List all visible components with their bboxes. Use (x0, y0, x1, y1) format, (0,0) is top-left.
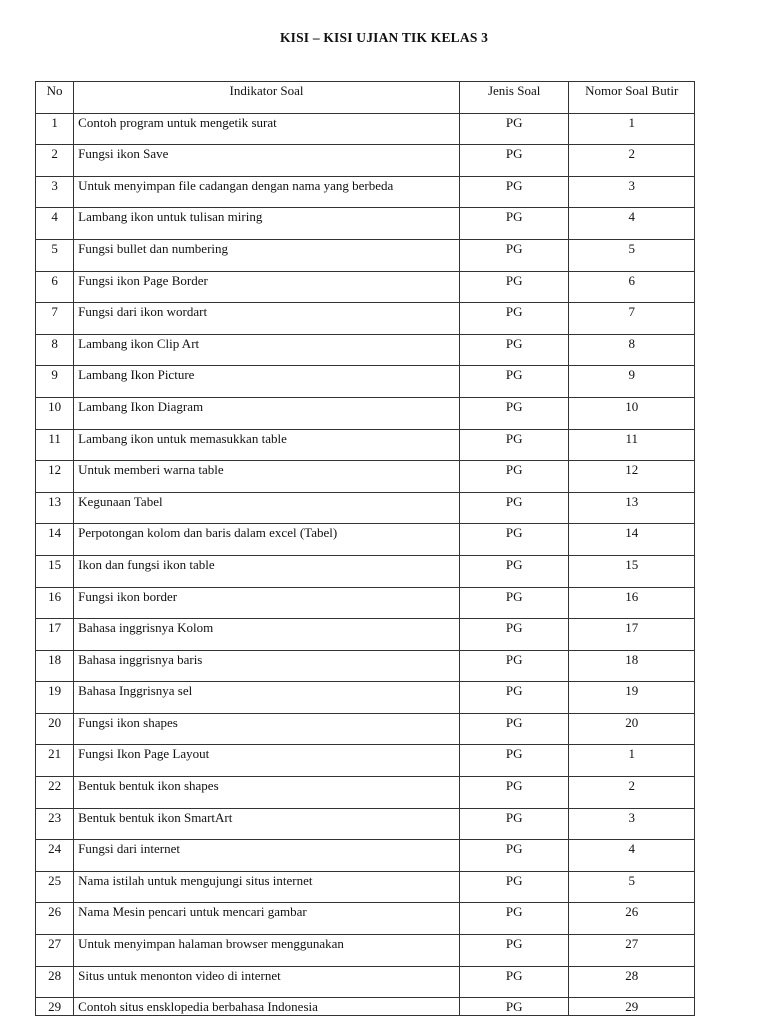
cell-nomor-soal-butir: 10 (569, 397, 695, 429)
table-row (36, 429, 695, 461)
cell-no: 19 (36, 682, 74, 714)
cell-nomor-soal-butir: 17 (569, 619, 695, 651)
cell-nomor-soal-butir: 5 (569, 871, 695, 903)
header-no: No (36, 82, 74, 114)
cell-indikator: Bahasa inggrisnya Kolom (74, 619, 460, 651)
table-row (36, 239, 695, 271)
cell-nomor-soal-butir: 8 (569, 334, 695, 366)
cell-jenis-soal: PG (459, 113, 568, 145)
cell-indikator: Bahasa Inggrisnya sel (74, 682, 460, 714)
table-row (36, 871, 695, 903)
table-header-row (36, 82, 695, 114)
cell-nomor-soal-butir: 15 (569, 555, 695, 587)
table-row (36, 587, 695, 619)
cell-no: 26 (36, 903, 74, 935)
cell-no: 2 (36, 145, 74, 177)
cell-no: 10 (36, 397, 74, 429)
cell-no: 5 (36, 239, 74, 271)
header-nomor-soal-butir: Nomor Soal Butir (569, 82, 695, 114)
cell-no: 20 (36, 713, 74, 745)
table-row (36, 745, 695, 777)
page-title: KISI – KISI UJIAN TIK KELAS 3 (279, 30, 489, 45)
cell-nomor-soal-butir: 16 (569, 587, 695, 619)
cell-no: 28 (36, 966, 74, 998)
cell-no: 16 (36, 587, 74, 619)
cell-nomor-soal-butir: 19 (569, 682, 695, 714)
cell-jenis-soal: PG (459, 145, 568, 177)
cell-no: 27 (36, 935, 74, 967)
cell-nomor-soal-butir: 13 (569, 492, 695, 524)
cell-jenis-soal: PG (459, 903, 568, 935)
cell-nomor-soal-butir: 28 (569, 966, 695, 998)
cell-nomor-soal-butir: 11 (569, 429, 695, 461)
cell-jenis-soal: PG (459, 998, 568, 1016)
cell-nomor-soal-butir: 3 (569, 176, 695, 208)
cell-indikator: Nama istilah untuk mengujungi situs internet (74, 871, 460, 903)
cell-indikator: Situs untuk menonton video di internet (74, 966, 460, 998)
cell-indikator: Bentuk bentuk ikon shapes (74, 777, 460, 809)
cell-jenis-soal: PG (459, 271, 568, 303)
cell-jenis-soal: PG (459, 397, 568, 429)
cell-nomor-soal-butir: 4 (569, 840, 695, 872)
cell-nomor-soal-butir: 2 (569, 145, 695, 177)
cell-no: 29 (36, 998, 74, 1016)
table-row (36, 524, 695, 556)
cell-jenis-soal: PG (459, 650, 568, 682)
table-row (36, 334, 695, 366)
cell-indikator: Untuk menyimpan halaman browser menggunakan (74, 935, 460, 967)
table-row (36, 903, 695, 935)
cell-no: 21 (36, 745, 74, 777)
table-body (36, 113, 695, 1016)
table-row (36, 619, 695, 651)
cell-no: 23 (36, 808, 74, 840)
cell-jenis-soal: PG (459, 429, 568, 461)
cell-indikator: Fungsi ikon Save (74, 145, 460, 177)
cell-nomor-soal-butir: 9 (569, 366, 695, 398)
cell-indikator: Fungsi ikon border (74, 587, 460, 619)
cell-jenis-soal: PG (459, 587, 568, 619)
cell-indikator: Fungsi Ikon Page Layout (74, 745, 460, 777)
cell-indikator: Nama Mesin pencari untuk mencari gambar (74, 903, 460, 935)
cell-no: 1 (36, 113, 74, 145)
cell-jenis-soal: PG (459, 745, 568, 777)
cell-jenis-soal: PG (459, 461, 568, 493)
cell-indikator: Lambang ikon untuk tulisan miring (74, 208, 460, 240)
cell-jenis-soal: PG (459, 966, 568, 998)
cell-nomor-soal-butir: 6 (569, 271, 695, 303)
cell-jenis-soal: PG (459, 524, 568, 556)
cell-nomor-soal-butir: 27 (569, 935, 695, 967)
cell-jenis-soal: PG (459, 303, 568, 335)
cell-nomor-soal-butir: 29 (569, 998, 695, 1016)
table-row (36, 397, 695, 429)
table-row (36, 555, 695, 587)
cell-jenis-soal: PG (459, 777, 568, 809)
cell-no: 18 (36, 650, 74, 682)
table-row (36, 145, 695, 177)
cell-no: 15 (36, 555, 74, 587)
cell-jenis-soal: PG (459, 935, 568, 967)
table-row (36, 840, 695, 872)
table-row (36, 713, 695, 745)
cell-indikator: Fungsi dari internet (74, 840, 460, 872)
header-indikator: Indikator Soal (74, 82, 460, 114)
table-row (36, 113, 695, 145)
table-row (36, 808, 695, 840)
cell-jenis-soal: PG (459, 682, 568, 714)
cell-jenis-soal: PG (459, 208, 568, 240)
cell-jenis-soal: PG (459, 871, 568, 903)
cell-nomor-soal-butir: 3 (569, 808, 695, 840)
table-row (36, 176, 695, 208)
table-row (36, 650, 695, 682)
cell-indikator: Kegunaan Tabel (74, 492, 460, 524)
cell-indikator: Fungsi bullet dan numbering (74, 239, 460, 271)
table-row (36, 935, 695, 967)
cell-jenis-soal: PG (459, 840, 568, 872)
cell-indikator: Untuk menyimpan file cadangan dengan nama yang berbeda (74, 176, 460, 208)
cell-nomor-soal-butir: 12 (569, 461, 695, 493)
cell-nomor-soal-butir: 26 (569, 903, 695, 935)
cell-jenis-soal: PG (459, 176, 568, 208)
cell-jenis-soal: PG (459, 555, 568, 587)
table-row (36, 777, 695, 809)
table-row (36, 998, 695, 1016)
cell-jenis-soal: PG (459, 239, 568, 271)
cell-indikator: Fungsi dari ikon wordart (74, 303, 460, 335)
cell-indikator: Bahasa inggrisnya baris (74, 650, 460, 682)
table-row (36, 303, 695, 335)
table-row (36, 366, 695, 398)
cell-jenis-soal: PG (459, 713, 568, 745)
table-row (36, 966, 695, 998)
cell-no: 9 (36, 366, 74, 398)
cell-no: 11 (36, 429, 74, 461)
table-row (36, 271, 695, 303)
cell-nomor-soal-butir: 1 (569, 745, 695, 777)
cell-nomor-soal-butir: 5 (569, 239, 695, 271)
cell-indikator: Lambang ikon Clip Art (74, 334, 460, 366)
cell-no: 8 (36, 334, 74, 366)
cell-nomor-soal-butir: 2 (569, 777, 695, 809)
cell-indikator: Perpotongan kolom dan baris dalam excel (Tabel) (74, 524, 460, 556)
cell-indikator: Bentuk bentuk ikon SmartArt (74, 808, 460, 840)
cell-indikator: Ikon dan fungsi ikon table (74, 555, 460, 587)
cell-nomor-soal-butir: 18 (569, 650, 695, 682)
table-row (36, 208, 695, 240)
cell-indikator: Lambang Ikon Diagram (74, 397, 460, 429)
header-jenis-soal: Jenis Soal (459, 82, 568, 114)
cell-nomor-soal-butir: 4 (569, 208, 695, 240)
cell-jenis-soal: PG (459, 619, 568, 651)
table-row (36, 492, 695, 524)
cell-indikator: Fungsi ikon shapes (74, 713, 460, 745)
kisi-table (35, 81, 695, 1016)
cell-no: 12 (36, 461, 74, 493)
cell-jenis-soal: PG (459, 334, 568, 366)
cell-no: 6 (36, 271, 74, 303)
cell-no: 3 (36, 176, 74, 208)
table-row (36, 682, 695, 714)
cell-indikator: Lambang Ikon Picture (74, 366, 460, 398)
cell-nomor-soal-butir: 20 (569, 713, 695, 745)
cell-indikator: Lambang ikon untuk memasukkan table (74, 429, 460, 461)
cell-no: 4 (36, 208, 74, 240)
cell-no: 24 (36, 840, 74, 872)
cell-no: 14 (36, 524, 74, 556)
cell-indikator: Untuk memberi warna table (74, 461, 460, 493)
cell-nomor-soal-butir: 7 (569, 303, 695, 335)
cell-jenis-soal: PG (459, 366, 568, 398)
cell-no: 22 (36, 777, 74, 809)
cell-nomor-soal-butir: 14 (569, 524, 695, 556)
cell-no: 7 (36, 303, 74, 335)
cell-jenis-soal: PG (459, 808, 568, 840)
cell-indikator: Contoh program untuk mengetik surat (74, 113, 460, 145)
cell-no: 17 (36, 619, 74, 651)
cell-jenis-soal: PG (459, 492, 568, 524)
cell-nomor-soal-butir: 1 (569, 113, 695, 145)
table-row (36, 461, 695, 493)
cell-no: 25 (36, 871, 74, 903)
cell-indikator: Contoh situs ensklopedia berbahasa Indonesia (74, 998, 460, 1016)
cell-indikator: Fungsi ikon Page Border (74, 271, 460, 303)
cell-no: 13 (36, 492, 74, 524)
